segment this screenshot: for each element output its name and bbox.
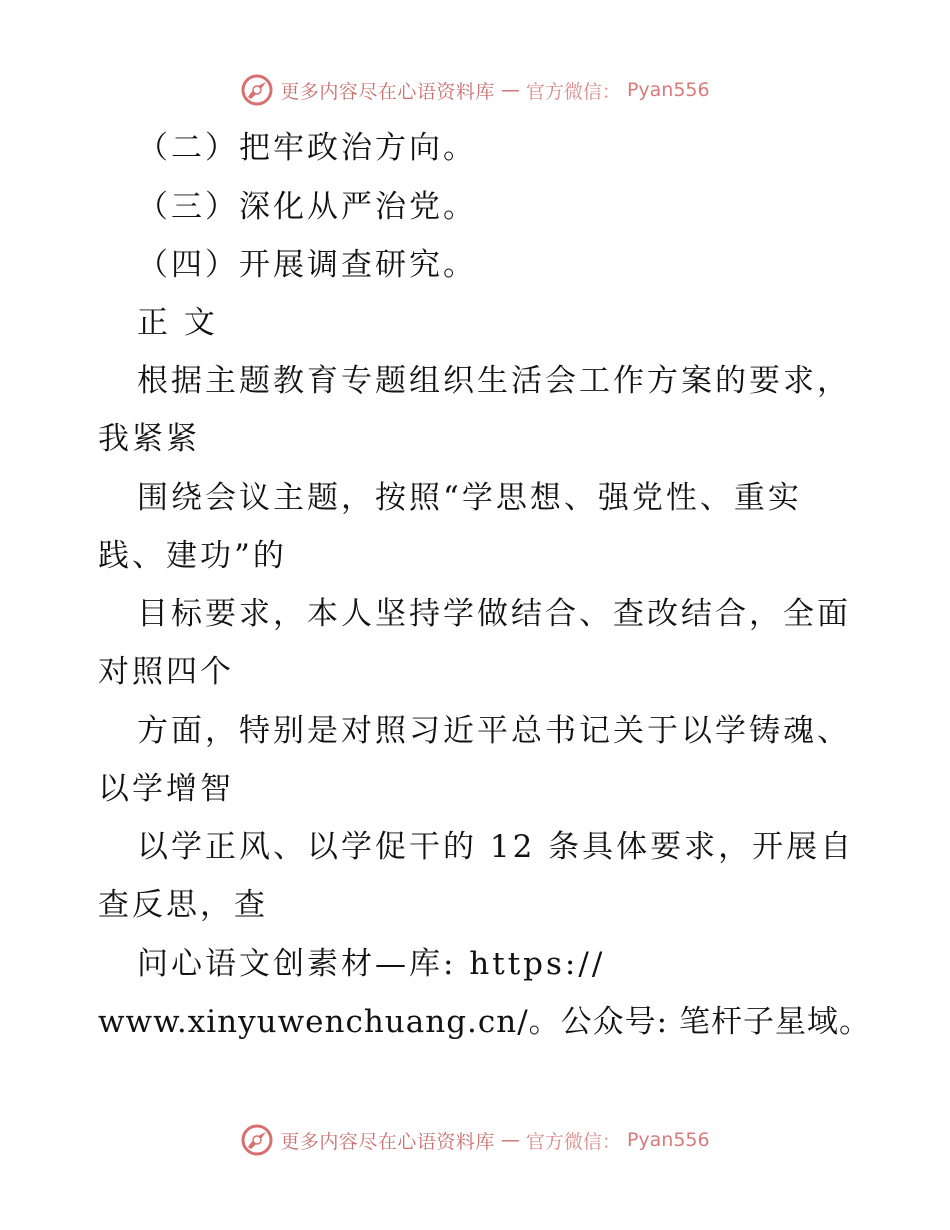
watermark-wechat-label: 官方微信： — [525, 1130, 621, 1153]
section-title: 正 文 — [137, 305, 218, 341]
footer-watermark — [0, 1120, 950, 1160]
paragraph-line: 查反思，查 — [98, 887, 268, 923]
watermark-text: 更多内容尽在心语资料库 — [280, 1130, 495, 1153]
heading-item-3: （三）深化从严治党。 — [137, 189, 477, 225]
paragraph-line: 问心语文创素材—库: https:// — [137, 946, 606, 982]
paragraph-line: 践、建功”的 — [98, 538, 287, 574]
paragraph-line: 以学正风、以学促干的 12 条具体要求，开展自 — [137, 829, 855, 865]
paragraph-line: 我紧紧 — [98, 421, 200, 457]
paragraph-line: www.xinyuwenchuang.cn/。公众号: 笔杆子星域。 — [98, 1004, 871, 1040]
paragraph-line: 根据主题教育专题组织生活会工作方案的要求， — [137, 363, 851, 399]
watermark-wechat-id: Pyan556 — [626, 79, 710, 101]
brush-pen-logo-icon — [240, 1123, 274, 1157]
paragraph-line: 围绕会议主题，按照“学思想、强党性、重实 — [137, 480, 802, 516]
watermark-separator: — — [500, 1129, 520, 1151]
heading-item-4: （四）开展调查研究。 — [137, 247, 477, 283]
watermark-wechat-label: 官方微信： — [525, 80, 621, 103]
paragraph-line: 方面，特别是对照习近平总书记关于以学铸魂、 — [137, 713, 851, 749]
paragraph-line: 以学增智 — [98, 771, 234, 807]
watermark-text: 更多内容尽在心语资料库 — [280, 80, 495, 103]
watermark-wechat-id: Pyan556 — [626, 1129, 710, 1151]
paragraph-line: 对照四个 — [98, 654, 234, 690]
paragraph-line: 目标要求，本人坚持学做结合、查改结合，全面 — [137, 596, 851, 632]
heading-item-2: （二）把牢政治方向。 — [137, 130, 477, 166]
watermark-separator: — — [500, 79, 520, 101]
